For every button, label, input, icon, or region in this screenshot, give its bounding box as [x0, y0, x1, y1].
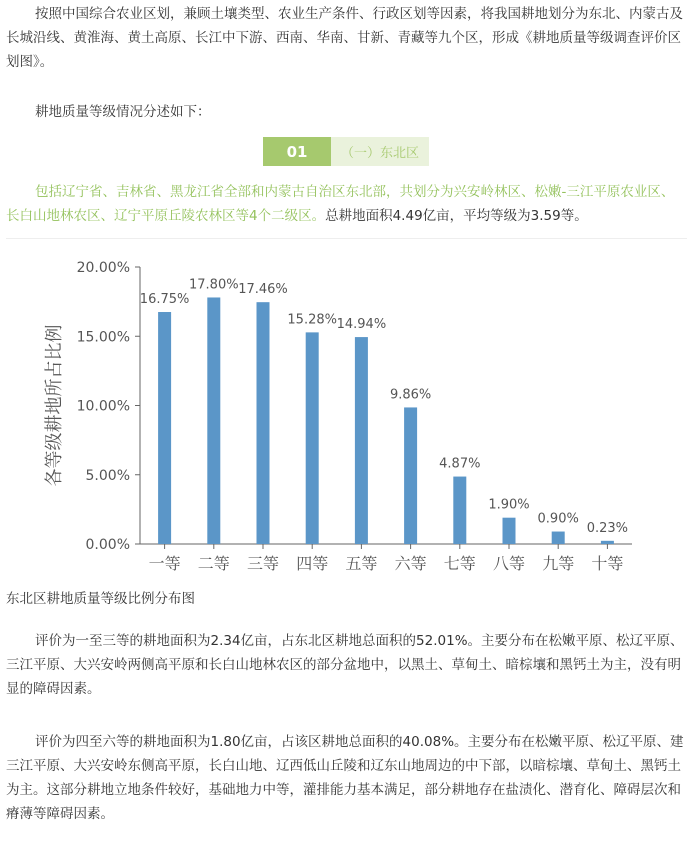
evaluation-paragraph-2: 评价为四至六等的耕地面积为1.80亿亩，占该区耕地总面积的40.08%。主要分布在松嫩平原、松辽平原、建三江平原、大兴安岭东侧高平原，长白山地、辽西低山丘陵和辽东山地周边的中下部，以暗棕壤、草甸土、黑钙土为主。这部分耕地立地条件较好，基础地力中等，灌排能力基本满足，部分耕地存在盐渍化、潜育化、障碍层次和瘠薄等障碍因素。 [6, 734, 684, 822]
bar-data-label: 9.86% [389, 387, 432, 403]
bar [453, 477, 466, 544]
section-heading [263, 137, 429, 166]
bar-data-label: 4.87% [439, 456, 481, 472]
x-tick-label: 五等 [345, 554, 378, 573]
x-tick-label: 七等 [443, 554, 476, 573]
chart-caption: 东北区耕地质量等级比例分布图 [6, 591, 195, 607]
x-tick-label: 八等 [492, 554, 526, 573]
y-tick-label: 20.00% [76, 260, 130, 276]
bar [158, 312, 171, 544]
bar [257, 302, 270, 544]
y-tick-label: 5.00% [85, 467, 130, 484]
bar-data-label: 0.90% [537, 511, 579, 527]
bar [601, 541, 614, 544]
x-tick-label: 十等 [591, 554, 624, 573]
grade-distribution-chart [0, 247, 693, 583]
bar-data-label: 17.80% [189, 277, 239, 293]
y-tick-label: 15.00% [76, 329, 130, 346]
region-summary [6, 180, 687, 228]
overview-heading: 耕地质量等级情况分述如下： [35, 104, 211, 120]
intro-paragraph: 按照中国综合农业区划，兼顾土壤类型、农业生产条件、行政区划等因素，将我国耕地划分为东北、内蒙古及长城沿线、黄淮海、黄土高原、长江中下游、西南、华南、甘新、青藏等九个区，形成《耕地质量等级调查评价区划图》。 [6, 6, 683, 70]
bar-data-label: 15.28% [287, 312, 337, 328]
bar-data-label: 17.46% [238, 282, 288, 298]
region-summary-rest: 总耕地面积4.49亿亩，平均等级为3.59等。 [325, 208, 588, 224]
bar [207, 297, 220, 544]
x-tick-label: 二等 [197, 554, 230, 573]
y-tick-label: 10.00% [76, 398, 130, 415]
divider [6, 238, 687, 239]
bar [306, 332, 319, 544]
bar [404, 407, 417, 544]
x-tick-label: 四等 [296, 554, 329, 573]
y-tick-label: 0.00% [85, 537, 130, 553]
section-number: 01 [263, 137, 331, 166]
bar-data-label: 14.94% [336, 317, 387, 333]
region-summary-highlight: 包括辽宁省、吉林省、黑龙江省全部和内蒙古自治区东北部，共划分为兴安岭林区、松嫩-三江平原农业区、长白山地林农区、辽宁平原丘陵农林区等4个二级区。 [6, 184, 675, 224]
x-tick-label: 九等 [542, 554, 575, 573]
bar [552, 532, 565, 544]
x-tick-label: 六等 [394, 554, 427, 573]
y-axis-title: 各等级耕地所占比例 [44, 324, 65, 487]
bar-data-label: 0.23% [586, 520, 629, 536]
x-tick-label: 一等 [148, 554, 181, 573]
bar-data-label: 1.90% [488, 497, 530, 513]
bar [503, 518, 516, 544]
x-tick-label: 三等 [246, 554, 280, 573]
section-title: （一）东北区 [331, 137, 429, 166]
evaluation-paragraph-1: 评价为一至三等的耕地面积为2.34亿亩，占东北区耕地总面积的52.01%。主要分布在松嫩平原、松辽平原、三江平原、大兴安岭两侧高平原和长白山地林农区的部分盆地中，以黑土、草甸土、暗棕壤和黑钙土为主，没有明显的障碍因素。 [6, 633, 684, 697]
bar [355, 337, 368, 544]
bar-data-label: 16.75% [139, 292, 190, 308]
